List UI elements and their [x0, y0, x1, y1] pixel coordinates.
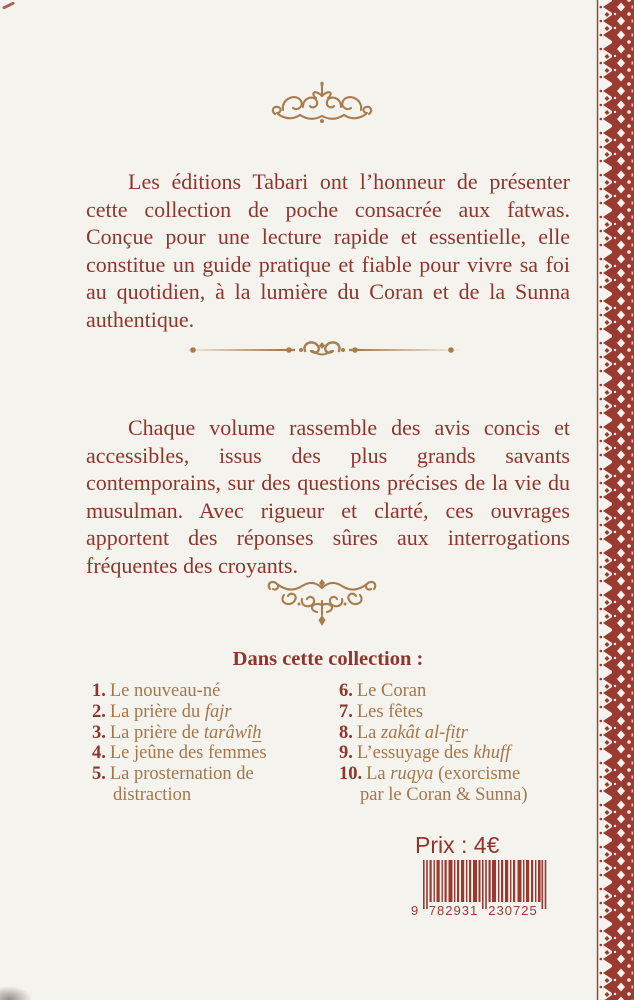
price-label: Prix : 4€ — [415, 832, 500, 858]
bottom-flourish-ornament-icon — [264, 577, 380, 629]
collection-item: 9. L’essuyage des khuff — [339, 743, 511, 764]
collection-item: 10. La ruqya (exorcisme par le Coran & Sunna) — [339, 764, 528, 805]
barcode-digits: 230725 — [488, 903, 538, 918]
barcode-digits: 9 — [411, 903, 420, 918]
collection-item: 5. La prosternation de distraction — [92, 764, 254, 805]
arabesque-border-pattern-icon — [596, 0, 634, 1000]
collection-item: 7. Les fêtes — [339, 701, 424, 722]
collection-list-right — [339, 681, 541, 806]
collection-item: 8. La zakât al-fitr — [339, 722, 468, 743]
corner-mark — [2, 1, 15, 9]
corner-shadow — [0, 986, 32, 1000]
collection-item: 6. Le Coran — [339, 681, 427, 701]
barcode — [413, 860, 548, 918]
divider-ornament-icon — [179, 338, 465, 362]
collection-item: 4. Le jeûne des femmes — [92, 743, 267, 764]
intro-paragraph: Les éditions Tabari ont l’honneur de présenter cette collection de poche consacrée aux fatwas. Conçue pour une lecture rapide et essentielle, elle constitue un guide pratique et fiable pour vivre sa foi au quotidien, à la lumière du Coran et de la Sunna authentique. — [86, 169, 570, 332]
description-paragraph: Chaque volume rassemble des avis concis et accessibles, issus des plus grands savants contemporains, sur des questions précises de la vie du musulman. Avec rigueur et clarté, ces ouvrages apportent des réponses sûres aux interrogations fréquentes des croyants. — [86, 415, 570, 578]
collection-item: 3. La prière de tarâwîh — [92, 722, 262, 743]
collection-heading: Dans cette collection : — [232, 648, 424, 670]
collection-item: 2. La prière du fajr — [92, 701, 232, 722]
barcode-digits: 782931 — [428, 903, 479, 918]
collection-list-left — [92, 681, 284, 806]
collection-item: 1. Le nouveau-né — [92, 681, 221, 701]
top-flourish-ornament-icon — [270, 80, 374, 126]
